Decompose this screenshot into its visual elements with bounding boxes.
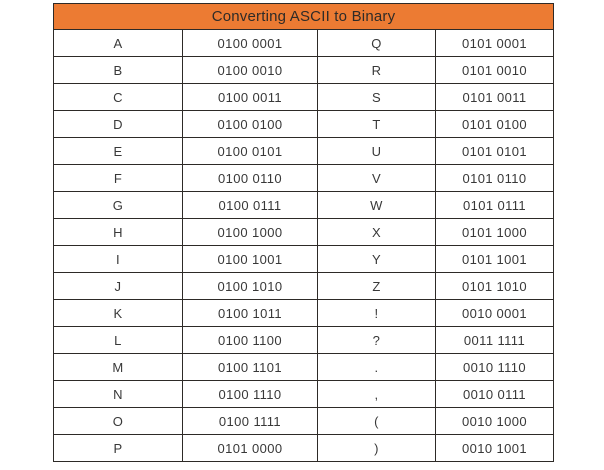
binary-cell: 0011 1111: [436, 327, 554, 354]
binary-cell: 0101 0010: [436, 57, 554, 84]
table-title: Converting ASCII to Binary: [54, 4, 554, 30]
table-row: [54, 84, 554, 111]
char-cell: R: [318, 57, 436, 84]
table-header-row: [54, 4, 554, 30]
char-cell: ,: [318, 381, 436, 408]
char-cell: L: [54, 327, 183, 354]
binary-cell: 0100 1001: [183, 246, 318, 273]
binary-cell: 0100 0001: [183, 30, 318, 57]
table-row: [54, 273, 554, 300]
char-cell: M: [54, 354, 183, 381]
binary-cell: 0101 0000: [183, 435, 318, 462]
binary-cell: 0101 0110: [436, 165, 554, 192]
binary-cell: 0100 1110: [183, 381, 318, 408]
binary-cell: 0101 0111: [436, 192, 554, 219]
binary-cell: 0100 1011: [183, 300, 318, 327]
char-cell: G: [54, 192, 183, 219]
char-cell: .: [318, 354, 436, 381]
char-cell: ?: [318, 327, 436, 354]
table-row: [54, 354, 554, 381]
binary-cell: 0100 1101: [183, 354, 318, 381]
char-cell: I: [54, 246, 183, 273]
char-cell: Z: [318, 273, 436, 300]
table-row: [54, 246, 554, 273]
char-cell: !: [318, 300, 436, 327]
char-cell: U: [318, 138, 436, 165]
binary-cell: 0100 1000: [183, 219, 318, 246]
ascii-binary-table: [53, 3, 554, 462]
binary-cell: 0101 0011: [436, 84, 554, 111]
binary-cell: 0101 0101: [436, 138, 554, 165]
table-row: [54, 381, 554, 408]
binary-cell: 0010 0111: [436, 381, 554, 408]
binary-cell: 0010 1110: [436, 354, 554, 381]
binary-cell: 0100 0011: [183, 84, 318, 111]
table-row: [54, 138, 554, 165]
char-cell: X: [318, 219, 436, 246]
binary-cell: 0101 1001: [436, 246, 554, 273]
binary-cell: 0101 1010: [436, 273, 554, 300]
char-cell: A: [54, 30, 183, 57]
binary-cell: 0100 1111: [183, 408, 318, 435]
binary-cell: 0010 0001: [436, 300, 554, 327]
binary-cell: 0100 0111: [183, 192, 318, 219]
table-row: [54, 111, 554, 138]
char-cell: O: [54, 408, 183, 435]
char-cell: D: [54, 111, 183, 138]
binary-cell: 0100 0010: [183, 57, 318, 84]
binary-cell: 0010 1000: [436, 408, 554, 435]
char-cell: H: [54, 219, 183, 246]
char-cell: E: [54, 138, 183, 165]
char-cell: N: [54, 381, 183, 408]
table-row: [54, 165, 554, 192]
table-row: [54, 30, 554, 57]
char-cell: Q: [318, 30, 436, 57]
binary-cell: 0100 1100: [183, 327, 318, 354]
table-row: [54, 408, 554, 435]
binary-cell: 0100 0101: [183, 138, 318, 165]
table-body: [54, 30, 554, 462]
table-row: [54, 327, 554, 354]
char-cell: Y: [318, 246, 436, 273]
char-cell: K: [54, 300, 183, 327]
table-row: [54, 57, 554, 84]
binary-cell: 0101 1000: [436, 219, 554, 246]
char-cell: (: [318, 408, 436, 435]
char-cell: T: [318, 111, 436, 138]
char-cell: J: [54, 273, 183, 300]
binary-cell: 0100 0100: [183, 111, 318, 138]
binary-cell: 0100 0110: [183, 165, 318, 192]
char-cell: ): [318, 435, 436, 462]
table-row: [54, 192, 554, 219]
char-cell: C: [54, 84, 183, 111]
table-row: [54, 435, 554, 462]
binary-cell: 0101 0001: [436, 30, 554, 57]
char-cell: P: [54, 435, 183, 462]
binary-cell: 0010 1001: [436, 435, 554, 462]
char-cell: V: [318, 165, 436, 192]
binary-cell: 0101 0100: [436, 111, 554, 138]
char-cell: B: [54, 57, 183, 84]
table-row: [54, 300, 554, 327]
table-row: [54, 219, 554, 246]
char-cell: W: [318, 192, 436, 219]
char-cell: S: [318, 84, 436, 111]
char-cell: F: [54, 165, 183, 192]
binary-cell: 0100 1010: [183, 273, 318, 300]
